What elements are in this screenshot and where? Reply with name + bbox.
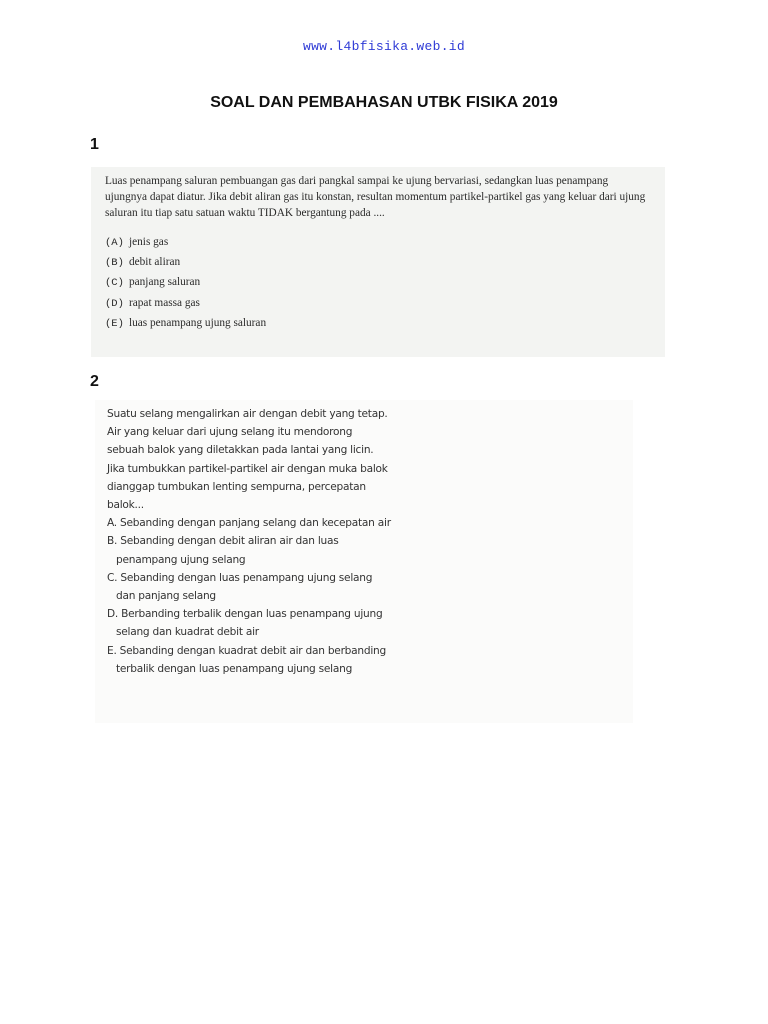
question-1-options — [105, 232, 653, 333]
option-letter: (D) — [105, 297, 124, 310]
question-2-option-c: C. Sebanding dengan luas penampang ujung selang dan panjang selang — [107, 571, 373, 603]
option-letter: (C) — [105, 277, 124, 290]
question-2-stem: Suatu selang mengalirkan air dengan debit yang tetap. Air yang keluar dari ujung selang itu mendorong sebuah balok yang diletakkan pada lantai yang licin. Jika tumbukkan partikel-partikel air dengan muka balok dianggap tumbukan lenting sempurna, percepatan balok... — [107, 408, 388, 512]
question-1-option-e — [105, 313, 653, 333]
question-1-number: 1 — [90, 136, 99, 153]
question-2-options — [107, 514, 392, 678]
option-letter: (B) — [105, 256, 124, 269]
question-1-image — [91, 167, 665, 357]
option-text: jenis gas — [129, 235, 169, 248]
question-2-number: 2 — [90, 373, 99, 390]
site-url-link[interactable]: www.l4bfisika.web.id — [302, 39, 466, 54]
option-letter: (E) — [105, 317, 124, 330]
option-text: luas penampang ujung saluran — [129, 316, 267, 329]
question-2-image — [95, 400, 633, 723]
question-1-option-c — [105, 272, 653, 292]
question-2-option-b: B. Sebanding dengan debit aliran air dan luas penampang ujung selang — [107, 535, 339, 566]
question-2-option-e: E. Sebanding dengan kuadrat debit air dan berbanding terbalik dengan luas penampang ujung selang — [107, 644, 386, 675]
question-1-option-a — [105, 232, 653, 252]
question-2-option-d: D. Berbanding terbalik dengan luas penampang ujung selang dan kuadrat debit air — [107, 608, 383, 639]
option-letter: (A) — [105, 236, 124, 249]
question-1-stem: Luas penampang saluran pembuangan gas dari pangkal sampai ke ujung bervariasi, sedangkan luas penampang ujungnya dapat diatur. Jika debit aliran gas itu konstan, resultan momentum partikel-partikel gas yang keluar dari ujung saluran itu tiap satu satuan waktu TIDAK bergantung pada .... — [105, 175, 646, 220]
option-text: rapat massa gas — [129, 296, 200, 309]
question-1-option-d — [105, 293, 653, 313]
option-text: debit aliran — [129, 255, 181, 268]
question-2-option-a: A. Sebanding dengan panjang selang dan kecepatan air — [107, 517, 391, 530]
page-title: SOAL DAN PEMBAHASAN UTBK FISIKA 2019 — [210, 94, 558, 111]
option-text: panjang saluran — [129, 276, 201, 289]
question-1-option-b — [105, 252, 653, 272]
